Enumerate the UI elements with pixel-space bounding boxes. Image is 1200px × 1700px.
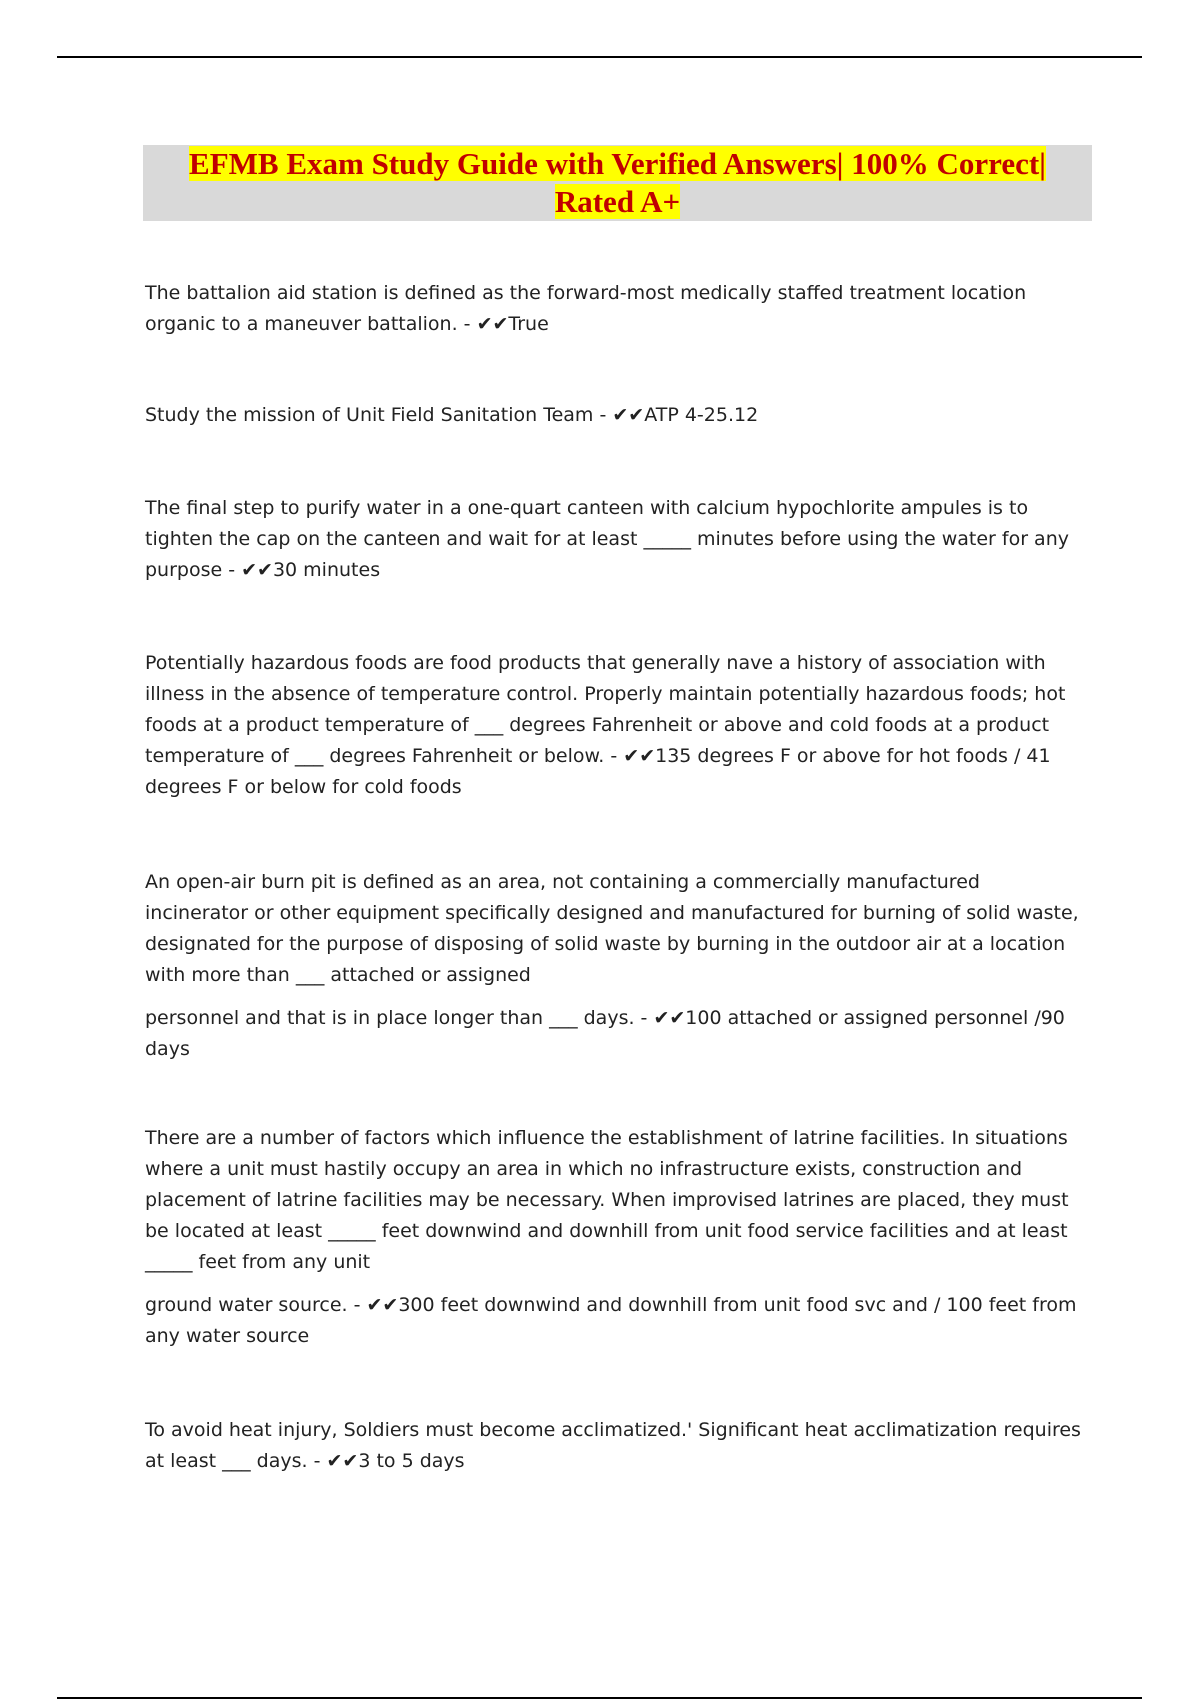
question-item (145, 400, 1085, 431)
question-list (145, 278, 1085, 1477)
question-item (145, 278, 1085, 340)
question-text: The battalion aid station is defined as the forward-most medically staffed treatment location organic to a maneuver battalion. - ✔✔True (145, 282, 1027, 335)
title-line-1: EFMB Exam Study Guide with Verified Answers| 100% Correct| (189, 146, 1046, 181)
question-text: The final step to purify water in a one-quart canteen with calcium hypochlorite ampules is to tighten the cap on the canteen and wait for at least _____ minutes before using the water for any purpose - ✔✔30 minutes (145, 497, 1069, 581)
question-text: Potentially hazardous foods are food products that generally nave a history of association with illness in the absence of temperature control. Properly maintain potentially hazardous foods; hot foods at a product temperature of ___ degrees Fahrenheit or above and cold foods at a product temperature of ___ degrees Fahrenheit or below. - ✔✔135 degrees F or above for hot foods / 41 degrees F or below for cold foods (145, 652, 1066, 798)
header-rule (57, 56, 1142, 58)
question-text: Study the mission of Unit Field Sanitation Team - ✔✔ATP 4-25.12 (145, 404, 759, 426)
question-item (145, 493, 1085, 586)
question-item (145, 648, 1085, 803)
question-text: To avoid heat injury, Soldiers must become acclimatized.' Significant heat acclimatization requires at least ___ days. - ✔✔3 to 5 days (145, 1419, 1081, 1472)
question-continuation: ground water source. - ✔✔300 feet downwind and downhill from unit food svc and / 100 feet from any water source (145, 1294, 1077, 1347)
question-text: There are a number of factors which influence the establishment of latrine facilities. In situations where a unit must hastily occupy an area in which no infrastructure exists, construction and placement of latrine facilities may be necessary. When improvised latrines are placed, they must be located at least _____ feet downwind and downhill from unit food service facilities and at least _____ feet from any unit (145, 1127, 1069, 1273)
footer-rule (57, 1697, 1142, 1699)
question-text: An open-air burn pit is defined as an area, not containing a commercially manufactured incinerator or other equipment specifically designed and manufactured for burning of solid waste, designated for the purpose of disposing of solid waste by burning in the outdoor air at a location with more than ___ attached or assigned (145, 871, 1079, 986)
title-line-2: Rated A+ (554, 184, 681, 219)
question-continuation: personnel and that is in place longer than ___ days. - ✔✔100 attached or assigned personnel /90 days (145, 1007, 1065, 1060)
document-title (143, 145, 1092, 221)
question-item (145, 867, 1085, 1065)
question-item (145, 1415, 1085, 1477)
question-item (145, 1123, 1085, 1352)
